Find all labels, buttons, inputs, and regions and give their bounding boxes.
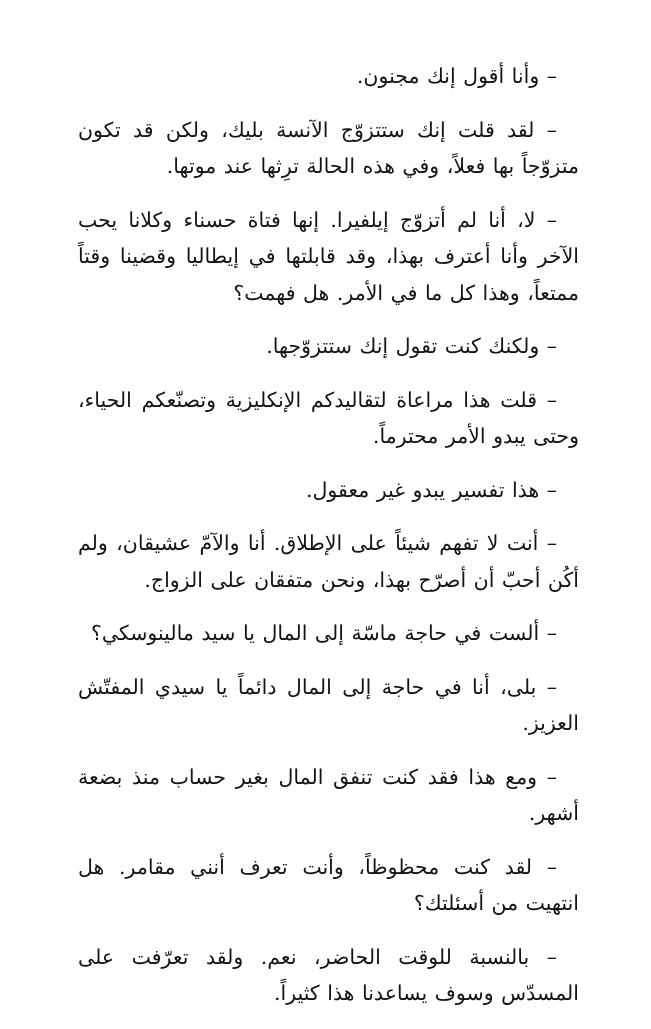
dialogue-line: – لقد قلت إنك ستتزوّج الآنسة بليك، ولكن قد تكون متزوّجاً بها فعلاً، وفي هذه الحالة ترِثها عند موتها.	[78, 117, 579, 178]
dialogue-line: – ومع هذا فقد كنت تنفق المال بغير حساب منذ بضعة أشهر.	[78, 764, 579, 825]
dialogue-line: – لقد كنت محظوظاً، وأنت تعرف أنني مقامر. هل انتهيت من أسئلتك؟	[78, 854, 579, 915]
dialogue-line: – هذا تفسير يبدو غير معقول.	[306, 477, 557, 502]
dialogue-line: – بالنسبة للوقت الحاضر، نعم. ولقد تعرّفت على المسدّس وسوف يساعدنا هذا كثيراً.	[78, 944, 579, 1005]
dialogue-line: – ولكنك كنت تقول إنك ستتزوّجها.	[266, 334, 557, 358]
dialogue-line: – وأنا أقول إنك مجنون.	[356, 64, 557, 88]
dialogue-line: – لا، أنا لم أتزوّج إيلفيرا. إنها فتاة حسناء وكلانا يحب الآخر وأنا أعترف بهذا، وقد قابلتها في إيطاليا وقضينا وقتاً ممتعاً، وهذا كل ما في الأمر. هل فهمت؟	[78, 207, 579, 305]
dialogue-line: – أنت لا تفهم شيئاً على الإطلاق. أنا والآمّ عشيقان، ولم أكُن أحبّ أن أصرّح بهذا، ونحن متفقان على الزواج.	[78, 531, 579, 592]
page-text	[78, 58, 579, 1029]
dialogue-line: – ألست في حاجة ماسّة إلى المال يا سيد مالينوسكي؟	[90, 621, 557, 645]
dialogue-line: – قلت هذا مراعاة لتقاليدكم الإنكليزية وتصنّعكم الحياء، وحتى يبدو الأمر محترماً.	[78, 387, 579, 448]
dialogue-line: – بلى، أنا في حاجة إلى المال دائماً يا سيدي المفتّش العزيز.	[78, 674, 579, 735]
